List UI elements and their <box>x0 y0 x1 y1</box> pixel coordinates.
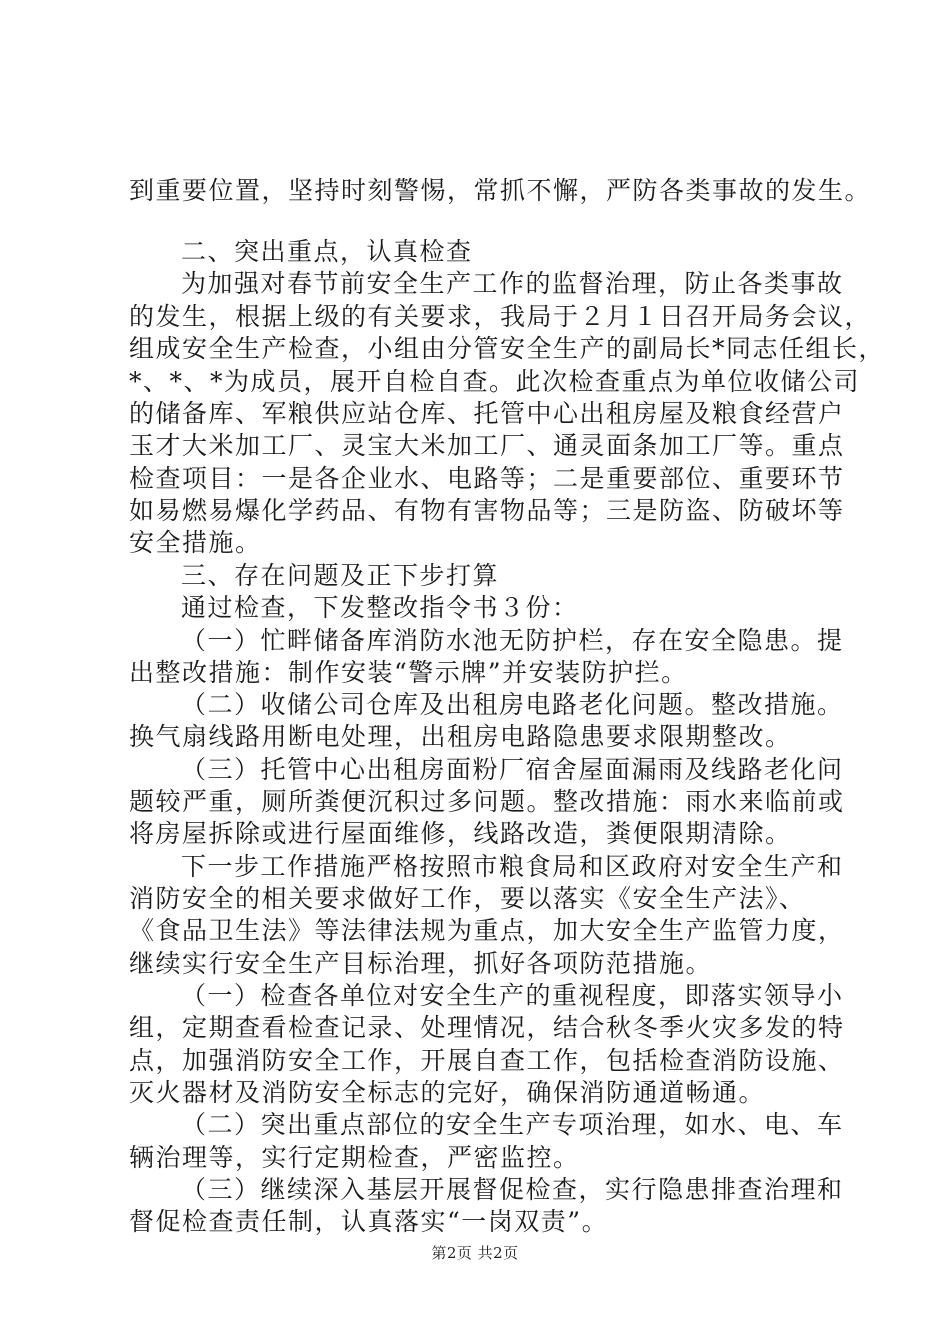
section-heading: 二、突出重点，认真检查 <box>181 237 473 266</box>
text-line: 督促检查责任制，认真落实“一岗双责”。 <box>129 1207 609 1236</box>
text-line: （一）检查各单位对安全生产的重视程度，即落实领导小 <box>181 981 844 1010</box>
text-line: 的发生，根据上级的有关要求，我局于２月１日召开局务会议， <box>129 302 872 331</box>
text-line: （一）忙畔储备库消防水池无防护栏，存在安全隐患。提 <box>181 626 844 655</box>
text-line: 题较严重，厕所粪便沉积过多问题。整改措施：雨水来临前或 <box>129 787 845 816</box>
text-line: 玉才大米加工厂、灵宝大米加工厂、通灵面条加工厂等。重点 <box>129 431 845 460</box>
text-line: 如易燃易爆化学药品、有物有害物品等；三是防盗、防破坏等 <box>129 496 845 525</box>
text-line: （三）托管中心出租房面粉厂宿舍屋面漏雨及线路老化问 <box>181 755 844 784</box>
text-line: 通过检查，下发整改指令书３份： <box>181 593 579 622</box>
text-line: 安全措施。 <box>129 528 262 557</box>
text-line: 下一步工作措施严格按照市粮食局和区政府对安全生产和 <box>181 852 844 881</box>
text-line: 继续实行安全生产目标治理，抓好各项防范措施。 <box>129 949 713 978</box>
text-line: （二）收储公司仓库及出租房电路老化问题。整改措施。 <box>181 690 844 719</box>
text-line: 组成安全生产检查，小组由分管安全生产的副局长*同志任组长， <box>129 334 886 363</box>
text-line: 将房屋拆除或进行屋面维修，线路改造，粪便限期清除。 <box>129 819 792 848</box>
text-line: 出整改措施：制作安装“警示牌”并安装防护拦。 <box>129 658 688 687</box>
text-line: 为加强对春节前安全生产工作的监督治理，防止各类事故 <box>181 269 844 298</box>
text-line: 到重要位置，坚持时刻警惕，常抓不懈，严防各类事故的发生。 <box>129 176 872 205</box>
text-line: （二）突出重点部位的安全生产专项治理，如水、电、车 <box>181 1110 844 1139</box>
text-line: （三）继续深入基层开展督促检查，实行隐患排查治理和 <box>181 1175 844 1204</box>
text-line: 检查项目：一是各企业水、电路等；二是重要部位、重要环节 <box>129 464 845 493</box>
text-line: *、*、*为成员，展开自检自查。此次检查重点为单位收储公司 <box>129 367 861 396</box>
section-heading: 三、存在问题及正下步打算 <box>181 561 500 590</box>
text-line: 组，定期查看检查记录、处理情况，结合秋冬季火灾多发的特 <box>129 1013 845 1042</box>
page-footer: 第2页 共2页 <box>431 1244 519 1262</box>
text-line: 换气扇线路用断电处理，出租房电路隐患要求限期整改。 <box>129 722 792 751</box>
text-line: 的储备库、军粮供应站仓库、托管中心出租房屋及粮食经营户 <box>129 399 845 428</box>
text-line: 辆治理等，实行定期检查，严密监控。 <box>129 1143 580 1172</box>
text-line: 消防安全的相关要求做好工作，要以落实《安全生产法》、 <box>129 884 806 913</box>
text-line: 灭火器材及消防安全标志的完好，确保消防通道畅通。 <box>129 1078 766 1107</box>
text-line: 点，加强消防安全工作，开展自查工作，包括检查消防设施、 <box>129 1046 845 1075</box>
text-line: 《食品卫生法》等法律法规为重点，加大安全生产监管力度， <box>129 916 845 945</box>
